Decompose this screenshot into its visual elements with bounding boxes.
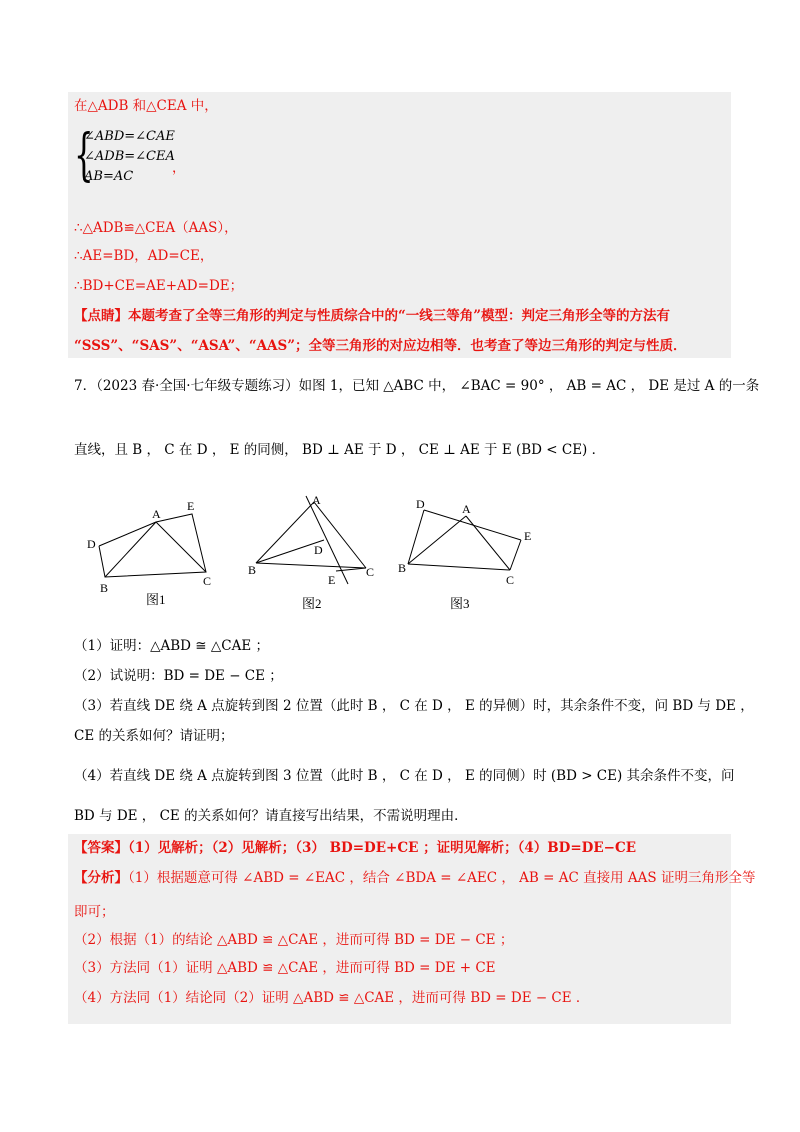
fig3-label-b: B [398,561,407,575]
system-eq-1: ∠ABD=∠CAE [84,129,175,144]
answer-text: （1）见解析；（2）见解析；（3） BD=DE+CE ；证明见解析；（4）BD=DE−CE [128,840,637,856]
fig2-label-e: E [328,573,336,587]
fig2-label-a: A [312,493,321,507]
analysis-tag: 【分析】 [74,870,128,886]
answer-tag: 【答案】 [74,840,128,856]
fig1-label-e: E [187,499,195,513]
fig3-label-e: E [524,529,532,543]
question-line-1: 7．（2023 春·全国·七年级专题练习）如图 1，已知 △ABC 中， ∠BAC = 90° ， AB = AC ， DE 是过 A 的一条 [74,378,760,394]
conclusion-1: ∴△ADB≌△CEA（AAS）， [74,220,238,236]
analysis-line-2: 即可； [74,904,115,920]
figure-1 [99,514,206,577]
part-4-cont: BD 与 DE ， CE 的关系如何？请直接写出结果，不需说明理由． [74,808,468,824]
analysis-line-3: （2）根据（1）的结论 △ABD ≌ △CAE ，进而可得 BD = DE − CE ； [74,932,514,948]
fig3-label-d: D [416,497,425,511]
part-2: （2）试说明：BD = DE − CE ； [74,668,283,684]
fig2-label-b: B [248,563,257,577]
system-tail: ， [172,160,186,176]
figure-2 [256,496,366,584]
comment-tag: 【点睛】 [74,308,128,324]
solution-intro: 在△ADB 和△CEA 中， [74,98,218,114]
fig1-label-b: B [100,581,109,595]
fig1-label-a: A [152,507,161,521]
fig2-label-c: C [366,565,375,579]
figures [70,488,550,616]
fig1-label-c: C [203,574,212,588]
fig3-caption: 图3 [450,596,470,611]
conclusion-3: ∴BD+CE=AE+AD=DE； [74,278,244,294]
part-3-cont: CE 的关系如何？请证明； [74,728,234,744]
figure-3 [408,510,521,570]
system-eq-3: AB=AC [84,169,134,184]
comment-line-1 [74,306,670,326]
part-1: （1）证明：△ABD ≅ △CAE ； [74,638,269,654]
part-3: （3）若直线 DE 绕 A 点旋转到图 2 位置（此时 B ， C 在 D ， E 的异侧）时，其余条件不变，问 BD 与 DE ， [74,698,754,714]
analysis-line-5: （4）方法同（1）结论同（2）证明 △ABD ≌ △CAE ，进而可得 BD = DE − CE ． [74,990,590,1006]
answer-line [74,838,636,858]
part-4: （4）若直线 DE 绕 A 点旋转到图 3 位置（此时 B ， C 在 D ， E 的同侧）时 (BD > CE) 其余条件不变，问 [74,768,735,784]
analysis-line-1 [74,868,755,888]
system-eq-2: ∠ADB=∠CEA [84,149,175,164]
fig3-label-c: C [506,573,515,587]
fig2-caption: 图2 [302,596,322,611]
fig2-label-d: D [314,543,323,557]
fig3-label-a: A [462,502,471,516]
comment-line-2: “SSS”、“SAS”、“ASA”、“AAS”；全等三角形的对应边相等．也考查了等边三角形的判定与性质． [74,338,687,354]
conclusion-2: ∴AE=BD，AD=CE， [74,248,214,264]
question-line-2: 直线，且 B ， C 在 D ， E 的同侧， BD ⊥ AE 于 D ， CE ⊥ AE 于 E (BD < CE) ． [74,442,606,458]
analysis-text-1: （1）根据题意可得 ∠ABD = ∠EAC ，结合 ∠BDA = ∠AEC ， AB = AC 直接用 AAS 证明三角形全等 [128,870,756,886]
system-brace: { [74,123,94,188]
analysis-line-4: （3）方法同（1）证明 △ABD ≌ △CAE ，进而可得 BD = DE + CE [74,960,496,976]
comment-text-1: 本题考查了全等三角形的判定与性质综合中的“一线三等角”模型：判定三角形全等的方法有 [128,308,671,324]
fig1-caption: 图1 [146,592,166,607]
fig1-label-d: D [87,537,96,551]
